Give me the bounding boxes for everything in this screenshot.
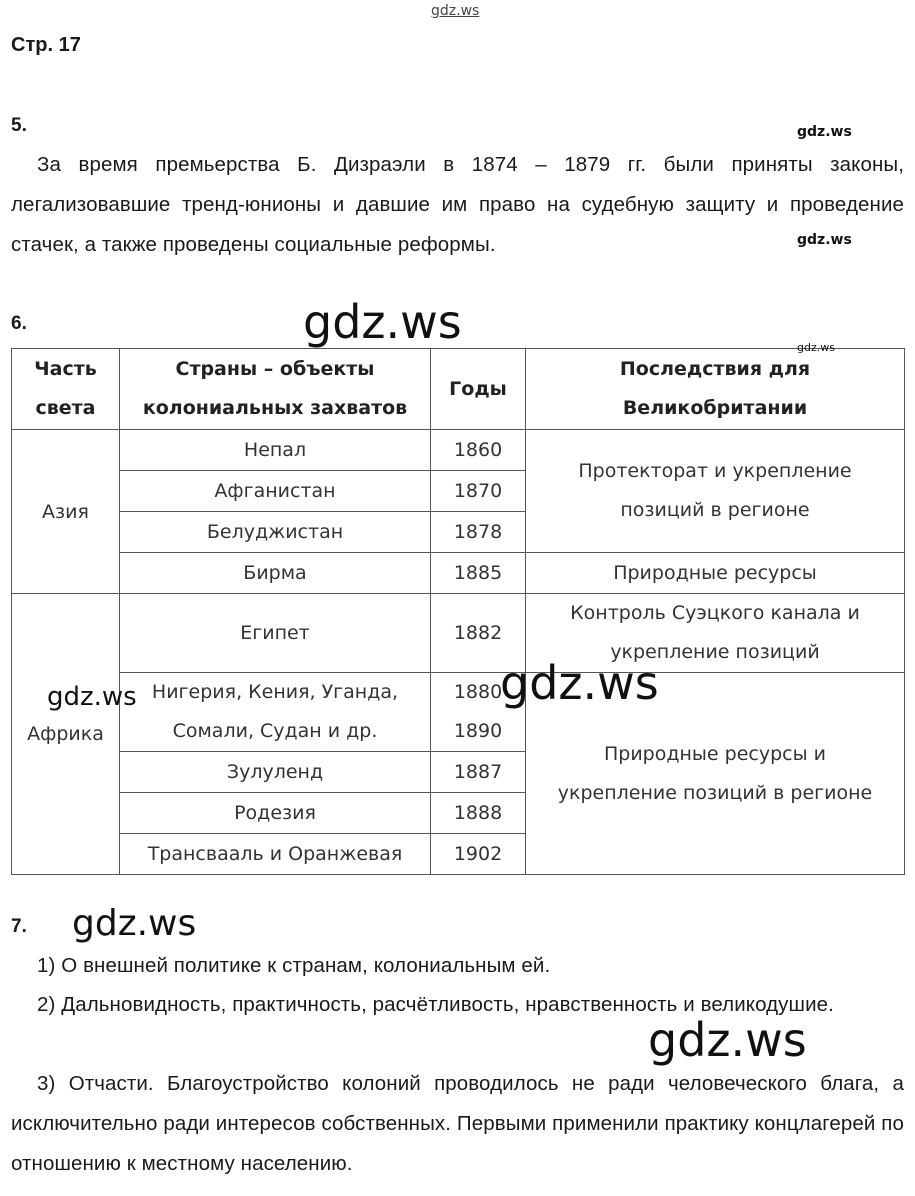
watermark-section-7: gdz.ws — [72, 903, 197, 944]
watermark-right-1: gdz.ws — [797, 124, 852, 140]
table-header-row — [12, 349, 905, 430]
consequence-cell: Природные ресурсы — [526, 553, 905, 594]
section-7-item-1: 1) О внешней политике к странам, колониальным ей. — [37, 954, 551, 977]
year-cell: 1870 — [431, 471, 526, 512]
consequence-cell: Контроль Суэцкого канала и укрепление позиций — [526, 594, 905, 673]
watermark-big-section-6: gdz.ws — [303, 295, 462, 349]
country-cell: Трансвааль и Оранжевая — [120, 834, 431, 875]
watermark-big-table: gdz.ws — [500, 656, 659, 710]
header-countries: Страны – объекты колониальных захватов — [120, 349, 431, 430]
country-cell: Нигерия, Кения, Уганда, Сомали, Судан и др. — [120, 673, 431, 752]
year-cell: 1902 — [431, 834, 526, 875]
section-5-number: 5. — [11, 115, 27, 136]
watermark-top: gdz.ws — [431, 3, 480, 19]
table-row — [12, 594, 905, 673]
page-reference: Стр. 17 — [11, 34, 81, 56]
country-cell: Египет — [120, 594, 431, 673]
country-cell: Бирма — [120, 553, 431, 594]
year-cell: 1882 — [431, 594, 526, 673]
continent-asia: Азия — [12, 430, 120, 594]
header-part-of-world: Часть света — [12, 349, 120, 430]
colonies-table — [11, 348, 905, 875]
watermark-bottom: gdz.ws — [648, 1013, 807, 1067]
year-cell: 1880 1890 — [431, 673, 526, 752]
consequence-cell: Природные ресурсы и укрепление позиций в регионе — [526, 673, 905, 875]
country-cell: Непал — [120, 430, 431, 471]
section-7-item-3: 3) Отчасти. Благоустройство колоний проводилось не ради человеческого блага, а исключительно ради интересов собственных. Первыми применили практику концлагерей по отношению к местному населению. — [11, 1072, 904, 1175]
header-years: Годы — [431, 349, 526, 430]
continent-africa: Африка — [12, 594, 120, 875]
section-6-number: 6. — [11, 313, 27, 334]
table-row — [12, 430, 905, 471]
country-cell: Афганистан — [120, 471, 431, 512]
year-cell: 1888 — [431, 793, 526, 834]
table-row — [12, 673, 905, 752]
watermark-tiny-table: gdz.ws — [797, 341, 835, 354]
year-cell: 1878 — [431, 512, 526, 553]
country-cell: Родезия — [120, 793, 431, 834]
table-row — [12, 553, 905, 594]
section-7-item-2: 2) Дальновидность, практичность, расчётливость, нравственность и великодушие. — [37, 993, 834, 1016]
country-cell: Зулуленд — [120, 752, 431, 793]
year-cell: 1885 — [431, 553, 526, 594]
year-cell: 1887 — [431, 752, 526, 793]
year-cell: 1860 — [431, 430, 526, 471]
header-consequences: Последствия для Великобритании — [526, 349, 905, 430]
country-cell: Белуджистан — [120, 512, 431, 553]
watermark-left-africa: gdz.ws — [47, 682, 137, 712]
section-5-text: За время премьерства Б. Дизраэли в 1874 – 1879 гг. были приняты законы, легализовавшие тренд-юнионы и давшие им право на судебную защиту и проведение стачек, а также проведены социальные реформы. — [11, 153, 904, 256]
watermark-right-2: gdz.ws — [797, 232, 852, 248]
consequence-cell: Протекторат и укрепление позиций в регионе — [526, 430, 905, 553]
section-7-number: 7. — [11, 916, 27, 937]
